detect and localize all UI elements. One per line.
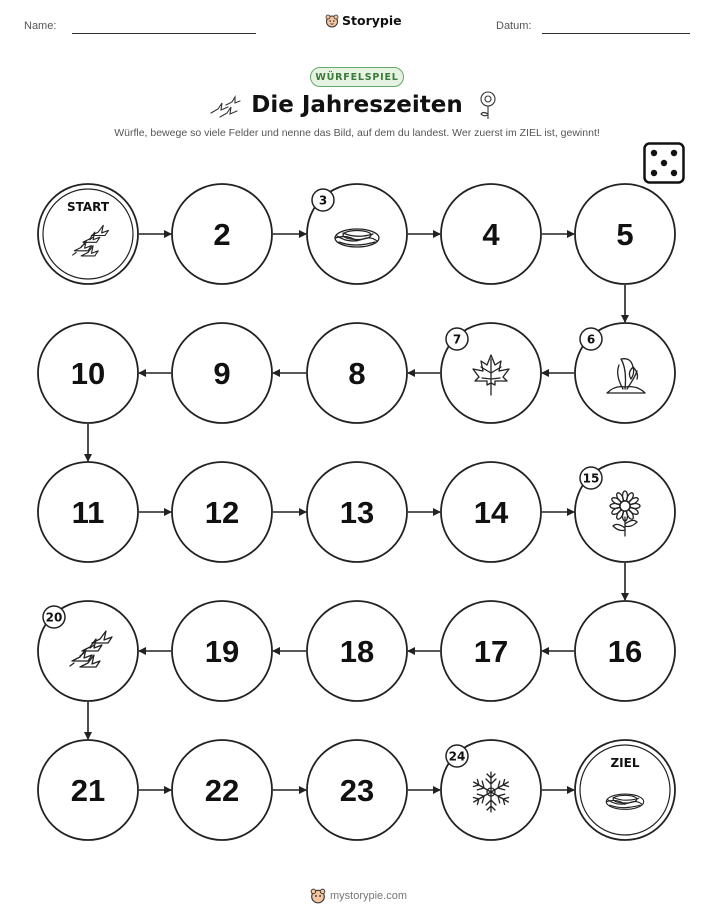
- cell-number: 5: [616, 217, 634, 252]
- footer-url: mystorypie.com: [330, 890, 408, 902]
- board-cell-11: [38, 462, 138, 562]
- cell-number: 19: [204, 634, 240, 669]
- cell-number-badge: 15: [582, 471, 600, 486]
- finish-label: ZIEL: [610, 756, 640, 770]
- board-cell-23: [307, 740, 407, 840]
- cell-number: 23: [339, 773, 375, 808]
- cell-number: 16: [607, 634, 643, 669]
- board-cell-17: [441, 601, 541, 701]
- board-cell-13: [307, 462, 407, 562]
- cell-number: 17: [473, 634, 509, 669]
- board-cell-14: [441, 462, 541, 562]
- name-label: Name:: [24, 20, 57, 32]
- cell-number-badge: 7: [452, 332, 462, 347]
- cell-number: 18: [339, 634, 375, 669]
- board-cell-2: [172, 184, 272, 284]
- cell-number: 10: [70, 356, 106, 391]
- start-label: START: [66, 200, 110, 214]
- board-cell-22: [172, 740, 272, 840]
- board-cell-12: [172, 462, 272, 562]
- board-cell-ziel: [575, 740, 675, 840]
- footer: [310, 888, 407, 904]
- board-cell-15: [575, 462, 675, 562]
- board-cell-10: [38, 323, 138, 423]
- board-cell-16: [575, 601, 675, 701]
- cell-number: 11: [71, 495, 105, 530]
- cell-number: 9: [213, 356, 231, 391]
- cell-number-badge: 6: [586, 332, 596, 347]
- cell-number: 13: [339, 495, 375, 530]
- cell-number-badge: 24: [448, 749, 466, 764]
- cell-number-badge: 20: [45, 610, 63, 625]
- cell-number: 2: [213, 217, 231, 252]
- brand-name: Storypie: [342, 13, 402, 28]
- page-title: Die Jahreszeiten: [251, 92, 463, 118]
- board-cell-19: [172, 601, 272, 701]
- board-cell-21: [38, 740, 138, 840]
- board-cell-4: [441, 184, 541, 284]
- board-cell-18: [307, 601, 407, 701]
- cell-number: 21: [70, 773, 106, 808]
- board-cell-5: [575, 184, 675, 284]
- board-cell-8: [307, 323, 407, 423]
- cell-number: 8: [348, 356, 366, 391]
- storypie-mascot-icon: [310, 888, 326, 904]
- board-cell-3: [307, 184, 407, 284]
- cell-number: 22: [204, 773, 240, 808]
- cell-number-badge: 3: [318, 193, 328, 208]
- cell-number: 12: [204, 495, 240, 530]
- board-cell-start: [38, 184, 138, 284]
- instructions: Würfle, bewege so viele Felder und nenne das Bild, auf dem du landest. Wer zuerst im ZIEL ist, gewinnt!: [114, 127, 600, 139]
- game-type-badge: WÜRFELSPIEL: [310, 67, 404, 87]
- date-label: Datum:: [496, 20, 532, 32]
- cell-number: 14: [473, 495, 509, 530]
- board-cell-9: [172, 323, 272, 423]
- cell-number: 4: [482, 217, 500, 252]
